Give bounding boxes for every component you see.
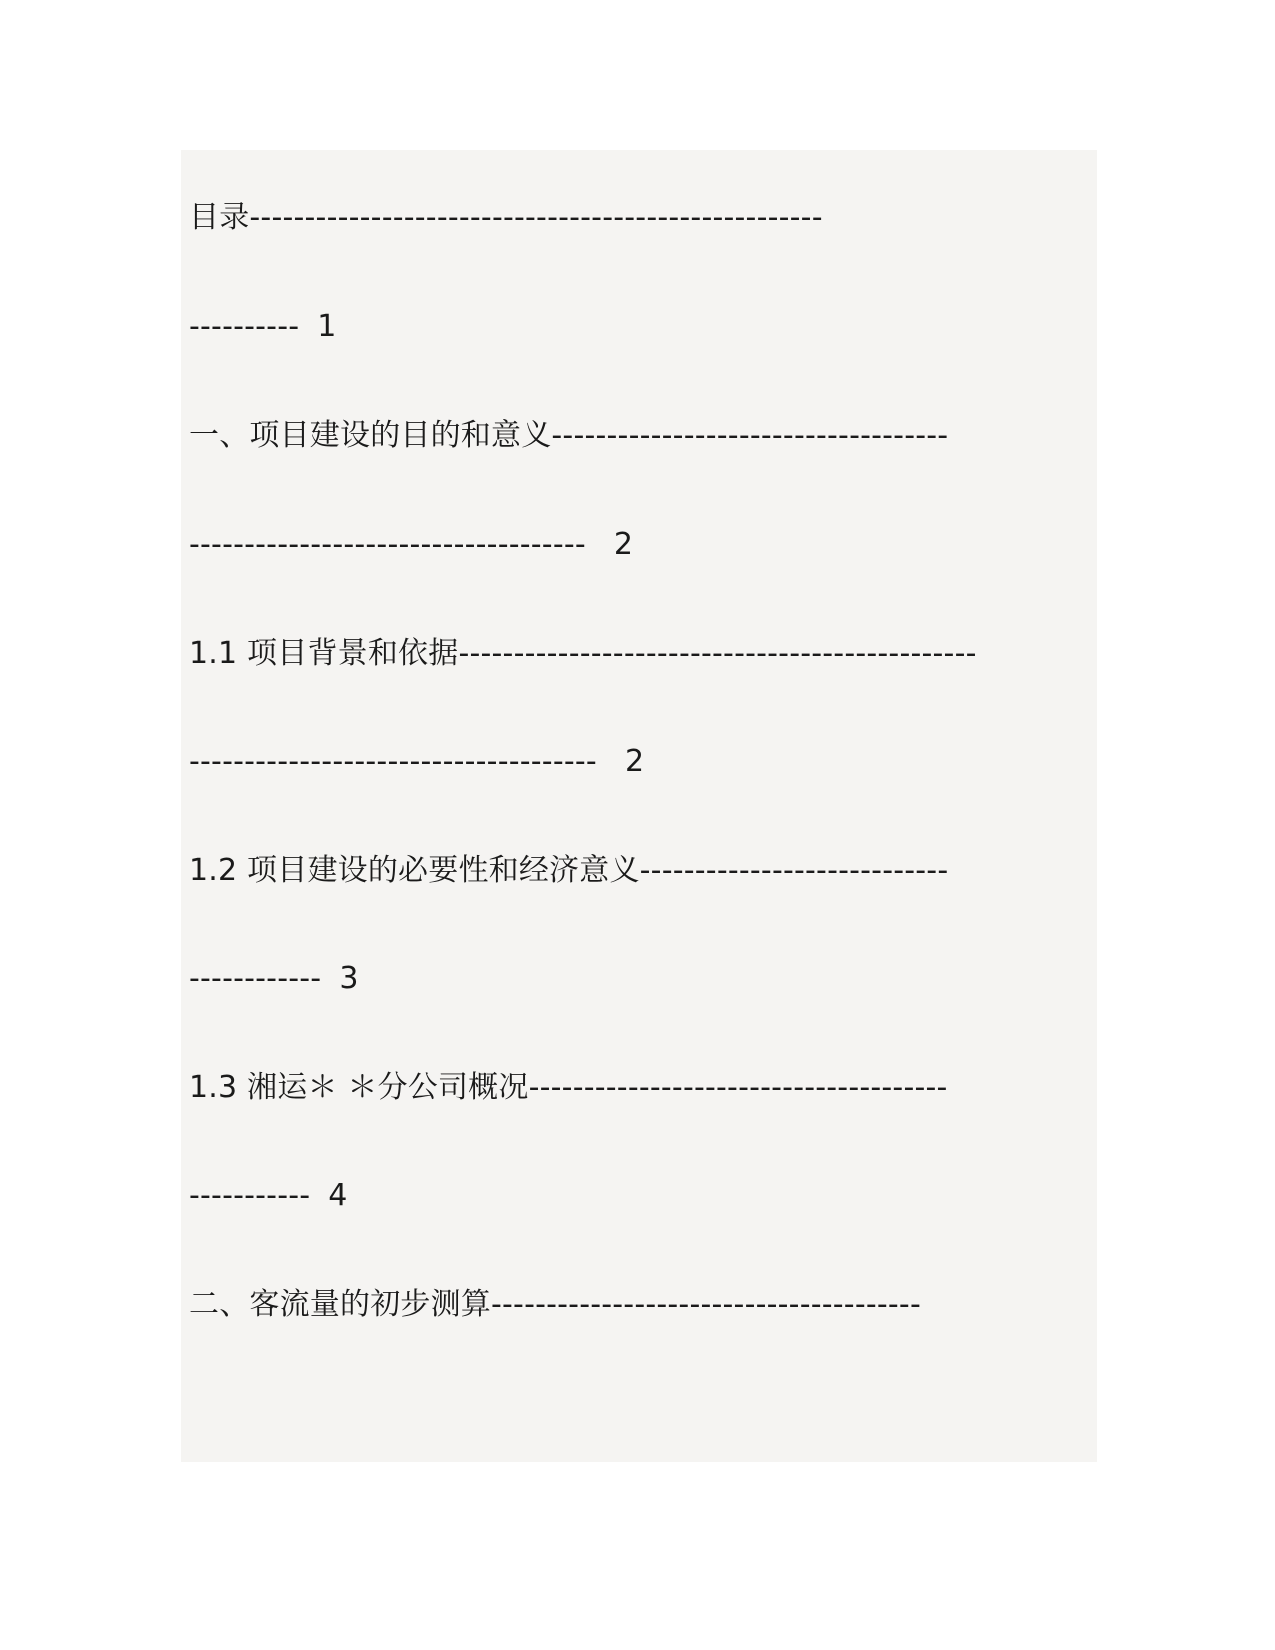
toc-entry-page-line: ------------------------------------ 2 (189, 525, 633, 565)
toc-entry-page-line: ------------ 3 (189, 959, 359, 999)
toc-entry-page-line: ---------- 1 (189, 307, 337, 347)
page-number: 3 (339, 961, 359, 996)
toc-entry-title: 二、客流量的初步测算--------------------------------------- (189, 1287, 921, 1322)
toc-entry-page-line: ------------------------------------- 2 (189, 742, 644, 782)
toc-entry-title: 1.3 湘运＊ ＊分公司概况-------------------------------------- (189, 1070, 948, 1105)
page-number: 1 (317, 309, 337, 344)
toc-entry-page-line: ----------- 4 (189, 1176, 348, 1216)
toc-entry-title: 目录---------------------------------------------------- (189, 200, 823, 235)
page-number: 2 (613, 527, 634, 562)
page-number: 4 (328, 1178, 348, 1213)
document-page (181, 150, 1097, 1462)
toc-entry-title: 1.2 项目建设的必要性和经济意义---------------------------- (189, 853, 949, 888)
page-number: 2 (624, 744, 645, 779)
toc-entry-title: 1.1 项目背景和依据----------------------------------------------- (189, 636, 977, 671)
toc-entry-title: 一、项目建设的目的和意义------------------------------------ (189, 418, 949, 453)
